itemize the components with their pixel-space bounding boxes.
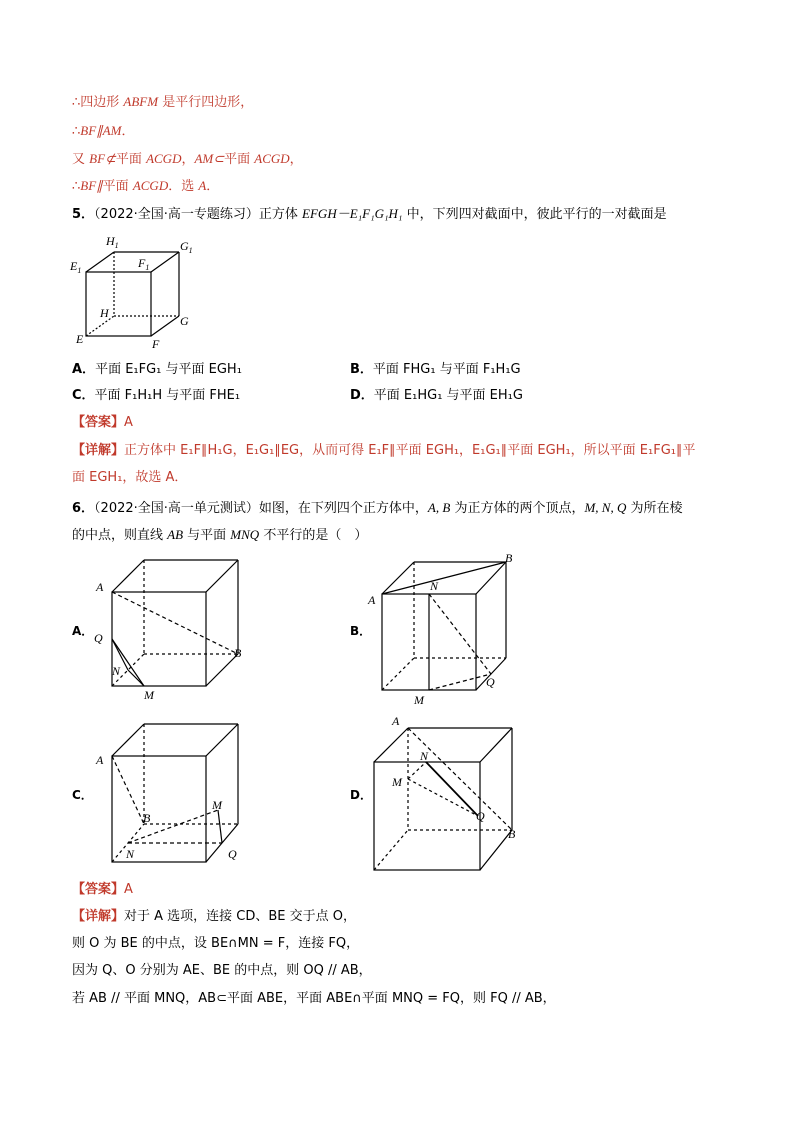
vertex-label-b: B xyxy=(505,551,513,565)
option-text: 平面 E₁FG₁ 与平面 EGH₁ xyxy=(95,362,242,377)
q5-detail-line-2 xyxy=(72,468,187,488)
option-letter: D． xyxy=(350,388,374,403)
text: 中，下列四对截面中，彼此平行的一对截面是 xyxy=(402,207,667,222)
vertex-label: E xyxy=(76,332,84,346)
vertex-label-q: Q xyxy=(476,809,485,823)
option-text: 平面 FHG₁ 与平面 F₁H₁G xyxy=(372,362,521,377)
vertex-label-b: B xyxy=(234,646,242,660)
vertex-label-q: Q xyxy=(486,675,495,689)
q5-option-c[interactable] xyxy=(72,386,240,406)
text: ． xyxy=(121,124,135,139)
question-number: 5． xyxy=(72,207,95,222)
fig-label-c[interactable]: C． xyxy=(72,788,93,802)
option-letter: C． xyxy=(72,388,95,403)
question-source: （2022·全国·高一单元测试） xyxy=(94,501,259,516)
q5-cube-figure xyxy=(66,230,206,354)
option-text: 平面 E₁HG₁ 与平面 EH₁G xyxy=(373,388,523,403)
text: ∴ xyxy=(72,179,81,194)
question-number: 6． xyxy=(72,501,95,516)
proof-line-3 xyxy=(72,149,303,170)
q6-figure-a xyxy=(90,548,250,708)
q6-answer xyxy=(72,880,133,900)
vertex-label: $G_1$ xyxy=(180,239,193,255)
vertex-label-a: A xyxy=(392,714,400,728)
text: 平面 xyxy=(115,152,147,167)
vertex-label: $E_1$ xyxy=(70,259,82,275)
math: AM⊂ xyxy=(194,151,225,166)
q5-option-b[interactable] xyxy=(350,360,521,380)
text: 平面 xyxy=(102,179,133,194)
text: 为所在棱 xyxy=(626,501,683,516)
math: M, N, Q xyxy=(584,500,627,515)
text: 如图，在下列四个正方体中， xyxy=(258,501,428,516)
vertex-label-b: B xyxy=(143,811,151,825)
vertex-label-m: M xyxy=(212,798,222,812)
text: 是平行四边形， xyxy=(158,95,254,110)
q5-stem xyxy=(72,204,667,225)
math: MNQ xyxy=(230,527,260,542)
detail-tag: 【详解】 xyxy=(72,909,125,924)
vertex-label-n: N xyxy=(430,579,439,593)
q6-detail-line-3: 因为 Q、O 分别为 AE、BE 的中点，则 OQ // AB， xyxy=(72,963,372,978)
vertex-label-b: B xyxy=(508,827,516,841)
text: ， xyxy=(289,152,303,167)
vertex-label-n: N xyxy=(420,749,429,763)
detail-text: 对于 A 选项，连接 CD、BE 交于点 O， xyxy=(124,909,357,924)
vertex-label-a: A xyxy=(96,580,104,594)
answer-tag: 【答案】 xyxy=(72,882,125,897)
fig-label-d[interactable]: D． xyxy=(350,788,372,802)
math: ACGD xyxy=(146,151,182,166)
q6-figure-d xyxy=(366,710,526,874)
vertex-label-m: M xyxy=(414,693,424,707)
vertex-label-m: M xyxy=(144,688,154,702)
math: A, B xyxy=(427,500,451,515)
q6-detail-line-2: 则 O 为 BE 的中点，设 BE∩MN = F，连接 FQ， xyxy=(72,936,360,951)
vertex-label-n: N xyxy=(126,847,135,861)
math: BF⊄ xyxy=(89,151,116,166)
q6-stem-line-2 xyxy=(72,525,367,546)
math: ACGD xyxy=(254,151,290,166)
fig-label-b[interactable]: B． xyxy=(350,624,372,638)
q6-detail-line-4: 若 AB // 平面 MNQ，AB⊂平面 ABE，平面 ABE∩平面 MNQ = FQ，则 FQ // AB， xyxy=(72,991,556,1006)
q6-figure-c xyxy=(90,712,250,872)
text: ∴ xyxy=(72,124,81,139)
text: ， xyxy=(181,152,195,167)
q6-stem-line-1 xyxy=(72,498,682,519)
math: ABFM xyxy=(123,94,159,109)
text: 平面 xyxy=(224,152,255,167)
answer-value: A xyxy=(124,415,133,430)
detail-text: 面 EGH₁，故选 A． xyxy=(72,470,188,485)
text: 的中点，则直线 xyxy=(72,528,168,543)
text: ． xyxy=(206,179,220,194)
math: ACGD xyxy=(132,178,169,193)
text: 又 xyxy=(72,152,90,167)
text: 正方体 xyxy=(258,207,303,222)
question-source: （2022·全国·高一专题练习） xyxy=(94,207,259,222)
answer-tag: 【答案】 xyxy=(72,415,125,430)
text: 与平面 xyxy=(183,528,231,543)
q5-option-d[interactable] xyxy=(350,386,523,406)
q5-detail-line-1 xyxy=(72,441,696,461)
answer-value: A xyxy=(124,882,133,897)
vertex-label-n: N xyxy=(112,664,121,678)
fig-label-a[interactable]: A． xyxy=(72,624,94,638)
vertex-label-q: Q xyxy=(228,847,237,861)
proof-line-4 xyxy=(72,176,219,197)
math: EFGH－E₁F₁G₁H₁ xyxy=(302,206,403,221)
math: AB xyxy=(167,527,184,542)
text: ．选 xyxy=(168,179,199,194)
text: 不平行的是（ ） xyxy=(259,528,368,543)
math: BF∥AM xyxy=(80,123,122,138)
math: A xyxy=(198,178,207,193)
option-letter: A． xyxy=(72,362,96,377)
detail-tag: 【详解】 xyxy=(72,443,125,458)
text: 为正方体的两个顶点， xyxy=(450,501,585,516)
option-letter: B． xyxy=(350,362,373,377)
vertex-label-m: M xyxy=(392,775,402,789)
vertex-label-a: A xyxy=(96,753,104,767)
vertex-label: G xyxy=(180,314,189,328)
math: BF∥ xyxy=(80,178,103,193)
q6-figure-b xyxy=(366,548,526,708)
vertex-label: $H_1$ xyxy=(106,234,119,250)
vertex-label-q: Q xyxy=(94,631,103,645)
text: ∴四边形 xyxy=(72,95,124,110)
q5-answer xyxy=(72,413,133,433)
proof-line-2 xyxy=(72,121,134,142)
vertex-label: F xyxy=(152,337,160,351)
vertex-label: $F_1$ xyxy=(138,256,150,272)
detail-text: 正方体中 E₁F∥H₁G，E₁G₁∥EG，从而可得 E₁F∥平面 EGH₁，E₁G₁∥平面 EGH₁，所以平面 E₁FG₁∥平 xyxy=(124,443,696,458)
q6-detail-line-1 xyxy=(72,907,356,927)
option-text: 平面 F₁H₁H 与平面 FHE₁ xyxy=(94,388,241,403)
proof-line-1 xyxy=(72,92,253,113)
vertex-label: H xyxy=(100,306,109,320)
vertex-label-a: A xyxy=(368,593,376,607)
q5-option-a[interactable] xyxy=(72,360,242,380)
